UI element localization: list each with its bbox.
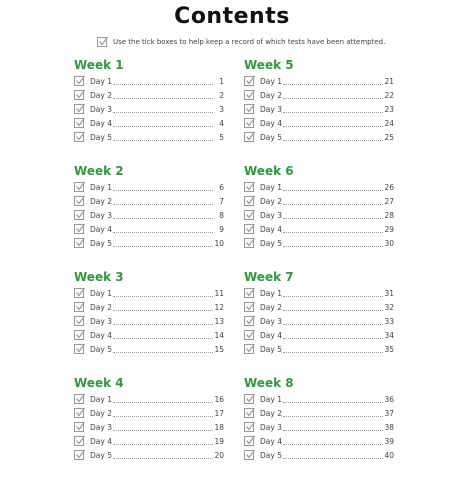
dot-leader — [283, 83, 383, 85]
day-row — [244, 448, 394, 462]
day-label: Day 2 — [90, 408, 112, 418]
day-row — [244, 406, 394, 420]
day-row — [74, 434, 224, 448]
dot-leader — [283, 97, 383, 99]
dot-leader — [113, 337, 213, 339]
day-label: Day 1 — [90, 394, 112, 404]
page-number: 28 — [384, 210, 394, 220]
tick-box-icon[interactable] — [74, 182, 84, 192]
page-number: 23 — [384, 104, 394, 114]
day-row — [244, 102, 394, 116]
page-number: 13 — [214, 316, 224, 326]
week-section — [244, 57, 394, 163]
dot-leader — [113, 351, 213, 353]
tick-box-icon[interactable] — [244, 196, 254, 206]
tick-box-icon[interactable] — [74, 408, 84, 418]
dot-leader — [113, 401, 213, 403]
day-row — [74, 130, 224, 144]
day-row — [74, 194, 224, 208]
tick-box-icon[interactable] — [244, 450, 254, 460]
dot-leader — [113, 309, 213, 311]
dot-leader — [113, 125, 213, 127]
tick-box-icon[interactable] — [74, 302, 84, 312]
week-section — [74, 269, 224, 375]
instruction — [97, 37, 385, 47]
tick-box-icon[interactable] — [244, 316, 254, 326]
page-number: 17 — [214, 408, 224, 418]
week-section — [244, 375, 394, 481]
dot-leader — [283, 125, 383, 127]
page-number: 2 — [219, 90, 224, 100]
day-label: Day 3 — [90, 316, 112, 326]
day-label: Day 4 — [260, 224, 282, 234]
day-label: Day 1 — [260, 394, 282, 404]
day-label: Day 4 — [90, 436, 112, 446]
day-label: Day 2 — [260, 408, 282, 418]
day-row — [244, 74, 394, 88]
day-row — [244, 116, 394, 130]
day-label: Day 3 — [260, 422, 282, 432]
day-row — [244, 434, 394, 448]
day-row — [244, 392, 394, 406]
week-title: Week 1 — [74, 58, 124, 72]
dot-leader — [283, 351, 383, 353]
dot-leader — [283, 415, 383, 417]
tick-box-icon[interactable] — [74, 132, 84, 142]
tick-box-icon[interactable] — [244, 104, 254, 114]
page-number: 11 — [214, 288, 224, 298]
tick-box-icon[interactable] — [74, 90, 84, 100]
tick-box-icon[interactable] — [74, 104, 84, 114]
tick-box-icon[interactable] — [244, 288, 254, 298]
week-section — [74, 375, 224, 481]
page-number: 33 — [384, 316, 394, 326]
tick-box-icon[interactable] — [244, 182, 254, 192]
day-label: Day 4 — [260, 118, 282, 128]
day-label: Day 2 — [260, 302, 282, 312]
dot-leader — [283, 111, 383, 113]
page-number: 22 — [384, 90, 394, 100]
day-row — [74, 208, 224, 222]
tick-box-icon[interactable] — [74, 224, 84, 234]
dot-leader — [113, 323, 213, 325]
dot-leader — [283, 189, 383, 191]
contents-column-right — [244, 57, 394, 481]
day-label: Day 3 — [90, 104, 112, 114]
page-number: 40 — [384, 450, 394, 460]
dot-leader — [113, 83, 213, 85]
dot-leader — [113, 217, 213, 219]
dot-leader — [283, 337, 383, 339]
tick-box-icon[interactable] — [244, 132, 254, 142]
tick-box-icon[interactable] — [244, 436, 254, 446]
tick-box-icon[interactable] — [74, 450, 84, 460]
week-section — [244, 269, 394, 375]
tick-box-icon[interactable] — [244, 408, 254, 418]
tick-box-icon[interactable] — [74, 316, 84, 326]
week-section — [74, 163, 224, 269]
day-label: Day 4 — [260, 330, 282, 340]
day-label: Day 1 — [260, 76, 282, 86]
tick-box-icon[interactable] — [74, 394, 84, 404]
page-number: 32 — [384, 302, 394, 312]
day-label: Day 5 — [260, 238, 282, 248]
dot-leader — [283, 295, 383, 297]
day-label: Day 2 — [90, 90, 112, 100]
day-row — [244, 180, 394, 194]
day-label: Day 5 — [90, 344, 112, 354]
day-label: Day 4 — [90, 330, 112, 340]
page-number: 9 — [219, 224, 224, 234]
page-number: 1 — [219, 76, 224, 86]
day-label: Day 1 — [90, 182, 112, 192]
day-label: Day 4 — [260, 436, 282, 446]
day-label: Day 2 — [90, 196, 112, 206]
day-label: Day 2 — [260, 90, 282, 100]
tick-box-icon[interactable] — [74, 76, 84, 86]
page-number: 3 — [219, 104, 224, 114]
week-title: Week 7 — [244, 270, 294, 284]
tick-box-icon[interactable] — [244, 224, 254, 234]
page-number: 6 — [219, 182, 224, 192]
tick-box-icon[interactable] — [97, 37, 107, 47]
day-row — [74, 74, 224, 88]
day-row — [74, 88, 224, 102]
dot-leader — [113, 457, 213, 459]
dot-leader — [283, 203, 383, 205]
dot-leader — [113, 429, 213, 431]
day-label: Day 1 — [90, 76, 112, 86]
instruction-text: Use the tick boxes to help keep a record of which tests have been attempted. — [113, 38, 386, 46]
week-section — [74, 57, 224, 163]
dot-leader — [113, 139, 213, 141]
dot-leader — [283, 231, 383, 233]
day-label: Day 4 — [90, 224, 112, 234]
week-title: Week 3 — [74, 270, 124, 284]
tick-box-icon[interactable] — [244, 238, 254, 248]
day-row — [244, 194, 394, 208]
day-label: Day 3 — [90, 422, 112, 432]
day-row — [244, 314, 394, 328]
page-number: 4 — [219, 118, 224, 128]
page-number: 29 — [384, 224, 394, 234]
week-title: Week 6 — [244, 164, 294, 178]
day-label: Day 5 — [260, 132, 282, 142]
dot-leader — [113, 295, 213, 297]
tick-box-icon[interactable] — [244, 90, 254, 100]
page-number: 36 — [384, 394, 394, 404]
day-label: Day 3 — [260, 104, 282, 114]
dot-leader — [283, 245, 383, 247]
dot-leader — [113, 203, 213, 205]
page-number: 38 — [384, 422, 394, 432]
tick-box-icon[interactable] — [244, 302, 254, 312]
day-label: Day 2 — [90, 302, 112, 312]
page-number: 5 — [219, 132, 224, 142]
page-number: 18 — [214, 422, 224, 432]
week-title: Week 8 — [244, 376, 294, 390]
day-row — [74, 180, 224, 194]
day-label: Day 3 — [90, 210, 112, 220]
tick-box-icon[interactable] — [74, 118, 84, 128]
tick-box-icon[interactable] — [74, 422, 84, 432]
day-row — [244, 236, 394, 250]
tick-box-icon[interactable] — [74, 436, 84, 446]
day-row — [244, 342, 394, 356]
day-row — [74, 392, 224, 406]
page-number: 20 — [214, 450, 224, 460]
week-title: Week 4 — [74, 376, 124, 390]
page-number: 27 — [384, 196, 394, 206]
day-row — [244, 222, 394, 236]
tick-box-icon[interactable] — [74, 344, 84, 354]
page-number: 24 — [384, 118, 394, 128]
contents-column-left — [74, 57, 224, 481]
page-number: 25 — [384, 132, 394, 142]
dot-leader — [283, 457, 383, 459]
dot-leader — [113, 231, 213, 233]
day-label: Day 1 — [90, 288, 112, 298]
day-label: Day 5 — [260, 344, 282, 354]
page-number: 39 — [384, 436, 394, 446]
day-label: Day 5 — [260, 450, 282, 460]
tick-box-icon[interactable] — [244, 330, 254, 340]
day-label: Day 3 — [260, 316, 282, 326]
page-number: 10 — [214, 238, 224, 248]
page-number: 16 — [214, 394, 224, 404]
dot-leader — [283, 429, 383, 431]
tick-box-icon[interactable] — [74, 238, 84, 248]
dot-leader — [113, 111, 213, 113]
dot-leader — [283, 323, 383, 325]
day-label: Day 5 — [90, 132, 112, 142]
dot-leader — [113, 245, 213, 247]
day-label: Day 1 — [260, 288, 282, 298]
day-row — [74, 328, 224, 342]
page-number: 30 — [384, 238, 394, 248]
tick-box-icon[interactable] — [74, 330, 84, 340]
page-number: 26 — [384, 182, 394, 192]
tick-box-icon[interactable] — [244, 210, 254, 220]
day-row — [74, 406, 224, 420]
page-number: 14 — [214, 330, 224, 340]
page-number: 15 — [214, 344, 224, 354]
page-number: 7 — [219, 196, 224, 206]
page-number: 34 — [384, 330, 394, 340]
day-label: Day 2 — [260, 196, 282, 206]
page-number: 21 — [384, 76, 394, 86]
day-row — [244, 88, 394, 102]
day-row — [74, 116, 224, 130]
day-row — [244, 328, 394, 342]
dot-leader — [283, 443, 383, 445]
day-row — [244, 286, 394, 300]
day-row — [74, 222, 224, 236]
day-row — [74, 314, 224, 328]
tick-box-icon[interactable] — [74, 210, 84, 220]
tick-box-icon[interactable] — [244, 76, 254, 86]
day-row — [74, 286, 224, 300]
day-row — [244, 420, 394, 434]
page-title: Contents — [174, 4, 290, 29]
week-title: Week 2 — [74, 164, 124, 178]
tick-box-icon[interactable] — [74, 196, 84, 206]
page-number: 8 — [219, 210, 224, 220]
page-number: 12 — [214, 302, 224, 312]
page-number: 35 — [384, 344, 394, 354]
dot-leader — [283, 217, 383, 219]
tick-box-icon[interactable] — [244, 422, 254, 432]
day-label: Day 1 — [260, 182, 282, 192]
page-number: 31 — [384, 288, 394, 298]
day-label: Day 5 — [90, 450, 112, 460]
day-row — [74, 448, 224, 462]
day-row — [244, 300, 394, 314]
day-row — [74, 342, 224, 356]
day-row — [74, 300, 224, 314]
dot-leader — [283, 309, 383, 311]
day-row — [244, 130, 394, 144]
day-row — [74, 102, 224, 116]
tick-box-icon[interactable] — [244, 344, 254, 354]
tick-box-icon[interactable] — [244, 118, 254, 128]
page-number: 37 — [384, 408, 394, 418]
dot-leader — [113, 97, 213, 99]
day-row — [74, 420, 224, 434]
tick-box-icon[interactable] — [74, 288, 84, 298]
dot-leader — [113, 189, 213, 191]
tick-box-icon[interactable] — [244, 394, 254, 404]
dot-leader — [113, 443, 213, 445]
day-label: Day 5 — [90, 238, 112, 248]
dot-leader — [283, 139, 383, 141]
week-title: Week 5 — [244, 58, 294, 72]
dot-leader — [283, 401, 383, 403]
day-label: Day 3 — [260, 210, 282, 220]
week-section — [244, 163, 394, 269]
day-row — [244, 208, 394, 222]
day-row — [74, 236, 224, 250]
day-label: Day 4 — [90, 118, 112, 128]
dot-leader — [113, 415, 213, 417]
page-number: 19 — [214, 436, 224, 446]
